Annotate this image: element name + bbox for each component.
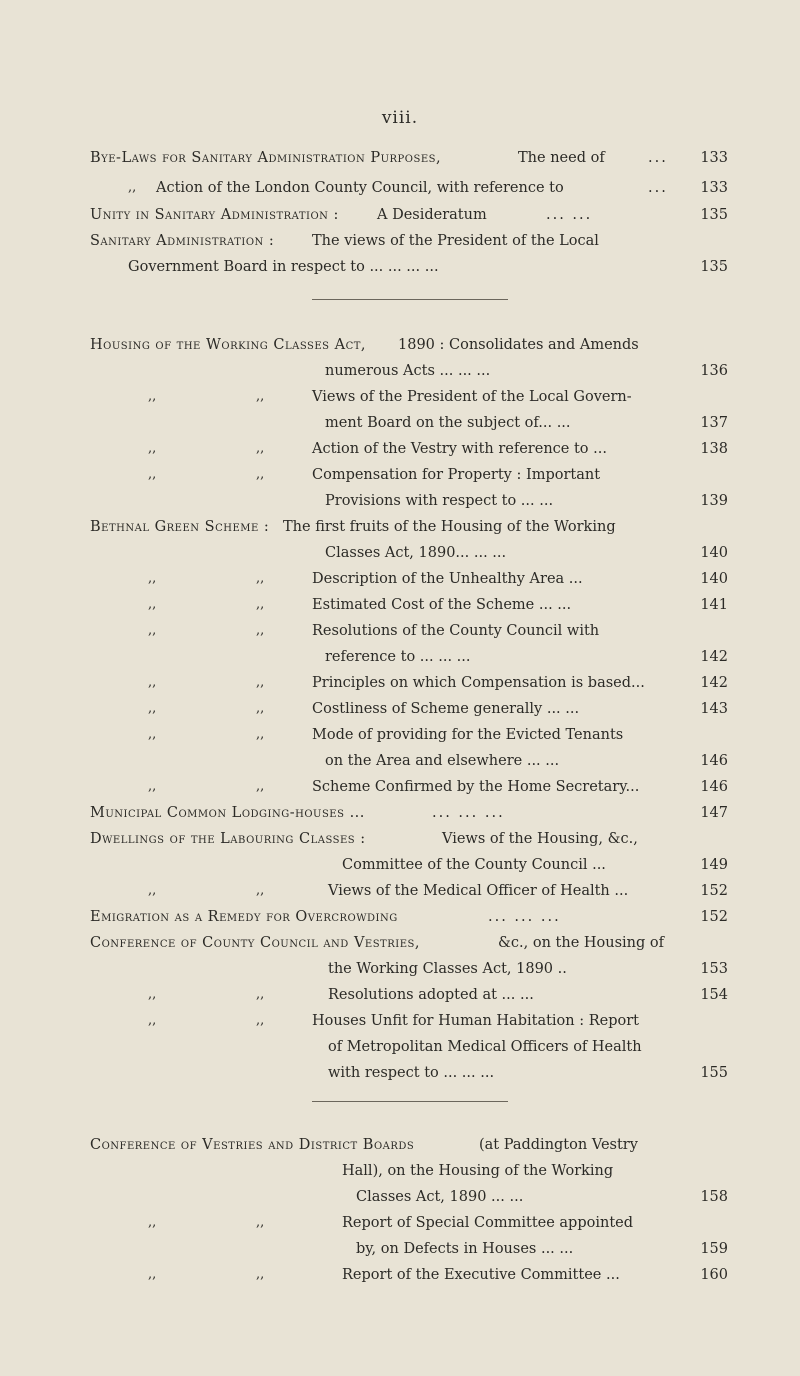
page-ref: 141: [700, 597, 728, 613]
entry-text: Views of the Medical Officer of Health ...: [328, 883, 629, 899]
page-ref: 133: [700, 150, 728, 166]
ditto-mark: ,,: [148, 675, 157, 690]
entry-text: Provisions with respect to ... ...: [325, 493, 554, 509]
ditto-mark: ,,: [148, 1013, 157, 1028]
ditto-mark: ,,: [148, 597, 157, 612]
page-ref: 135: [700, 207, 728, 223]
page-ref: 155: [700, 1065, 728, 1081]
entry-text: 1890 : Consolidates and Amends: [398, 337, 639, 353]
entry-text: Resolutions of the County Council with: [312, 623, 600, 639]
entry-text: Action of the London County Council, with reference to: [156, 180, 564, 196]
entry-heading: Bethnal Green Scheme :: [90, 519, 270, 535]
ditto-mark: ,,: [256, 389, 265, 404]
page-ref: 143: [700, 701, 728, 717]
page-ref: 139: [700, 493, 728, 509]
entry-text: Scheme Confirmed by the Home Secretary...: [312, 779, 640, 795]
entry-text: Estimated Cost of the Scheme ... ...: [312, 597, 572, 613]
page-number: viii.: [381, 108, 419, 128]
page-ref: 140: [700, 571, 728, 587]
ditto-mark: ,,: [128, 180, 137, 195]
entry-text: The need of: [518, 150, 605, 166]
entry-text: Report of Special Committee appointed: [342, 1215, 634, 1231]
ditto-mark: ,,: [148, 1215, 157, 1230]
entry-text: Resolutions adopted at ... ...: [328, 987, 534, 1003]
ditto-mark: ,,: [256, 1267, 265, 1282]
page-ref: 147: [700, 805, 728, 821]
ditto-mark: ,,: [256, 1215, 265, 1230]
ditto-mark: ,,: [148, 987, 157, 1002]
ditto-mark: ,,: [256, 987, 265, 1002]
entry-text: the Working Classes Act, 1890 ..: [328, 961, 567, 977]
ditto-mark: ,,: [256, 701, 265, 716]
ditto-mark: ,,: [148, 467, 157, 482]
entry-text: Compensation for Property : Important: [312, 467, 601, 483]
entry-text: ment Board on the subject of... ...: [325, 415, 571, 431]
entry-text: by, on Defects in Houses ... ...: [356, 1241, 574, 1257]
entry-text: The first fruits of the Housing of the Working: [283, 519, 616, 535]
page-ref: 153: [700, 961, 728, 977]
entry-text: Costliness of Scheme generally ... ...: [312, 701, 580, 717]
page-ref: 137: [700, 415, 728, 431]
ditto-mark: ,,: [148, 441, 157, 456]
page-ref: 142: [700, 649, 728, 665]
ditto-mark: ,,: [256, 727, 265, 742]
entry-text: &c., on the Housing of: [498, 935, 665, 951]
ditto-mark: ,,: [256, 441, 265, 456]
ditto-mark: ,,: [148, 779, 157, 794]
entry-text: Views of the President of the Local Govern-: [312, 389, 632, 405]
entry-text: Classes Act, 1890... ... ...: [325, 545, 507, 561]
ditto-mark: ,,: [148, 623, 157, 638]
entry-text: reference to ... ... ...: [325, 649, 471, 665]
ditto-mark: ,,: [256, 1013, 265, 1028]
entry-heading: Housing of the Working Classes Act,: [90, 337, 367, 353]
ditto-mark: ,,: [148, 389, 157, 404]
ditto-mark: ,,: [148, 571, 157, 586]
leader-dots: ...: [648, 150, 668, 166]
ditto-mark: ,,: [256, 467, 265, 482]
ditto-mark: ,,: [148, 1267, 157, 1282]
leader-dots: ... ... ...: [488, 909, 561, 925]
section-divider: [312, 299, 508, 300]
page-ref: 159: [700, 1241, 728, 1257]
entry-text: on the Area and elsewhere ... ...: [325, 753, 560, 769]
entry-heading: Unity in Sanitary Administration :: [90, 207, 339, 223]
entry-heading: Bye-Laws for Sanitary Administration Purposes,: [90, 150, 442, 166]
entry-text: Report of the Executive Committee ...: [342, 1267, 620, 1283]
entry-heading: Municipal Common Lodging-houses ...: [90, 805, 365, 821]
entry-text: The views of the President of the Local: [312, 233, 599, 249]
page-ref: 160: [700, 1267, 728, 1283]
page-ref: 152: [700, 883, 728, 899]
entry-text: Committee of the County Council ...: [342, 857, 606, 873]
page-ref: 140: [700, 545, 728, 561]
entry-text: Principles on which Compensation is based...: [312, 675, 645, 691]
page-ref: 158: [700, 1189, 728, 1205]
entry-text: Views of the Housing, &c.,: [442, 831, 638, 847]
entry-text: of Metropolitan Medical Officers of Health: [328, 1039, 642, 1055]
ditto-mark: ,,: [256, 883, 265, 898]
page-ref: 154: [700, 987, 728, 1003]
entry-heading: Dwellings of the Labouring Classes :: [90, 831, 366, 847]
entry-heading: Conference of Vestries and District Boards: [90, 1137, 415, 1153]
entry-text: (at Paddington Vestry: [479, 1137, 638, 1153]
leader-dots: ...: [648, 180, 668, 196]
entry-heading: Conference of County Council and Vestries,: [90, 935, 420, 951]
page-ref: 138: [700, 441, 728, 457]
entry-text: Action of the Vestry with reference to ...: [312, 441, 607, 457]
ditto-mark: ,,: [256, 675, 265, 690]
ditto-mark: ,,: [148, 701, 157, 716]
entry-text: with respect to ... ... ...: [328, 1065, 495, 1081]
leader-dots: ... ...: [546, 207, 593, 223]
ditto-mark: ,,: [256, 597, 265, 612]
page-ref: 142: [700, 675, 728, 691]
entry-text: Government Board in respect to ... ... ... ...: [128, 259, 439, 275]
ditto-mark: ,,: [148, 727, 157, 742]
ditto-mark: ,,: [256, 623, 265, 638]
entry-text: numerous Acts ... ... ...: [325, 363, 491, 379]
ditto-mark: ,,: [148, 883, 157, 898]
page-ref: 136: [700, 363, 728, 379]
section-divider: [312, 1101, 508, 1102]
entry-text: Description of the Unhealthy Area ...: [312, 571, 583, 587]
page-ref: 146: [700, 779, 728, 795]
page-ref: 133: [700, 180, 728, 196]
page-ref: 146: [700, 753, 728, 769]
entry-text: A Desideratum: [377, 207, 487, 223]
ditto-mark: ,,: [256, 779, 265, 794]
entry-text: Houses Unfit for Human Habitation : Report: [312, 1013, 640, 1029]
entry-text: Hall), on the Housing of the Working: [342, 1163, 614, 1179]
page-ref: 135: [700, 259, 728, 275]
entry-heading: Sanitary Administration :: [90, 233, 275, 249]
entry-text: Classes Act, 1890 ... ...: [356, 1189, 524, 1205]
entry-text: Mode of providing for the Evicted Tenants: [312, 727, 624, 743]
page-ref: 152: [700, 909, 728, 925]
page-ref: 149: [700, 857, 728, 873]
leader-dots: ... ... ...: [432, 805, 505, 821]
entry-heading: Emigration as a Remedy for Overcrowding: [90, 909, 398, 925]
ditto-mark: ,,: [256, 571, 265, 586]
